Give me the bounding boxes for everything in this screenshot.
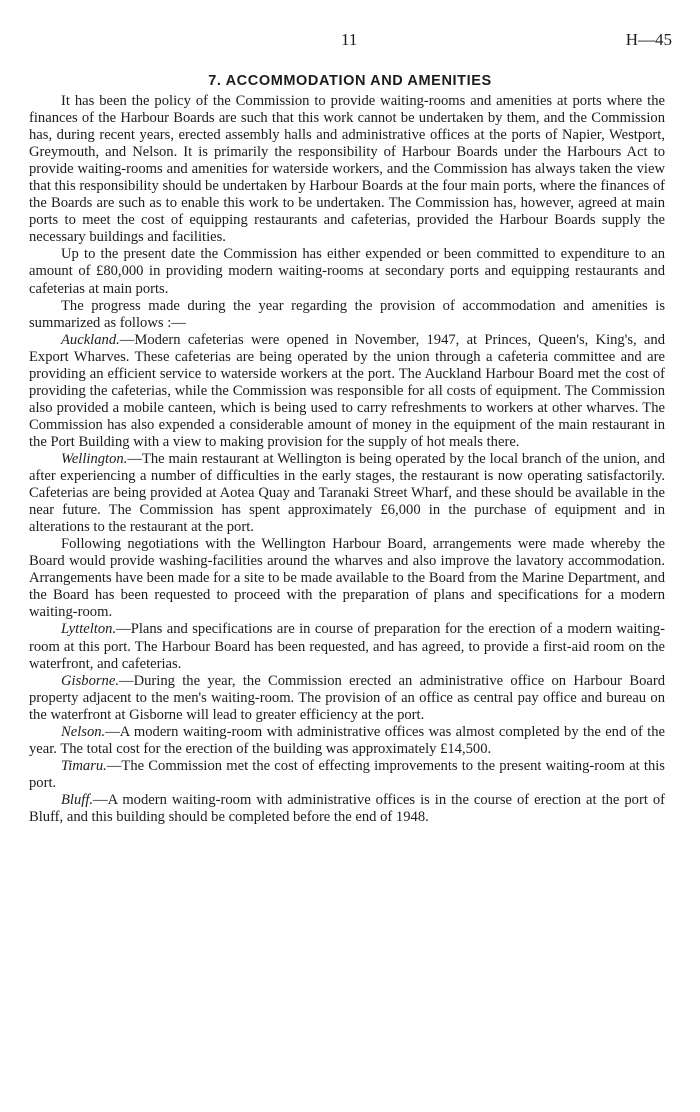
paragraph-wellington-negotiations	[29, 536, 665, 621]
paragraph-nelson	[29, 724, 665, 758]
paragraph-bluff	[29, 792, 665, 826]
paragraph-lead-lyttelton: Lyttelton.	[61, 621, 117, 638]
paragraph-policy	[29, 93, 665, 246]
paragraph-lead-nelson: Nelson.	[61, 723, 106, 740]
section-body	[29, 93, 665, 826]
paragraph-lead-auckland: Auckland.	[61, 331, 120, 348]
paragraph-auckland	[29, 332, 665, 451]
paragraph-expenditure	[29, 246, 665, 297]
paragraph-text: —Plans and specifications are in course of preparation for the erection of a modern waiting-room at this port. The Harbour Board has been requested, and has agreed, to provide a first-aid room on the waterfront, and cafeterias.	[29, 621, 665, 672]
paragraph-text: —A modern waiting-room with administrative offices was almost completed by the end of the year. The total cost for the erection of the building was approximately £14,500.	[29, 723, 665, 757]
paragraph-lead-bluff: Bluff.	[61, 791, 94, 808]
paragraph-text: Up to the present date the Commission has either expended or been committed to expenditure to an amount of £80,000 in providing modern waiting-rooms at secondary ports and equipping restaurants and cafeterias at main ports.	[29, 246, 665, 297]
paragraph-wellington	[29, 451, 665, 536]
paragraph-lead-gisborne: Gisborne.	[61, 672, 119, 689]
paragraph-text: —A modern waiting-room with administrative offices is in the course of erection at the port of Bluff, and this building should be completed before the end of 1948.	[29, 791, 665, 825]
section-title: 7. ACCOMMODATION AND AMENITIES	[208, 73, 492, 89]
paragraph-gisborne	[29, 673, 665, 724]
paragraph-text: It has been the policy of the Commission to provide waiting-rooms and amenities at ports where the finances of the Harbour Boards are such that this work cannot be undertaken by them, and the Commission has, during recent years, erected assembly halls and administrative offices at the ports of Napier, Westport, Greymouth, and Nelson. It is primarily the responsibility of Harbour Boards under the Harbours Act to provide waiting-rooms and amenities for waterside workers, and the Commission has always taken the view that this responsibility should be undertaken by Harbour Boards at the four main ports, where the finances of the Boards are such as to enable this work to be undertaken. The Commission has, however, agreed at main ports to meet the cost of equipping restaurants and cafeterias, provided the Harbour Boards supply the necessary buildings and facilities.	[29, 93, 665, 246]
paragraph-text: —The main restaurant at Wellington is being operated by the local branch of the union, and after experiencing a number of difficulties in the early stages, the restaurant is now operating satisfactorily. Cafeterias are being provided at Aotea Quay and Taranaki Street Wharf, and these should be available in the near future. The Commission has spent approximately £6,000 in the purchase of equipment and in alterations to the restaurant at the port.	[29, 450, 665, 536]
paragraph-timaru	[29, 758, 665, 792]
document-series-number: H—45	[625, 30, 672, 49]
page-header	[0, 30, 700, 54]
paragraph-lyttelton	[29, 621, 665, 672]
paragraph-lead-wellington: Wellington.	[61, 450, 128, 467]
page-number: 11	[341, 30, 358, 49]
paragraph-text: The progress made during the year regarding the provision of accommodation and amenities is summarized as follows :—	[29, 297, 665, 331]
paragraph-text: —During the year, the Commission erected an administrative office on Harbour Board property adjacent to the men's waiting-room. The provision of an office as central pay office and bureau on the waterfront at Gisborne will lead to greater efficiency at the port.	[29, 672, 665, 723]
paragraph-text: —Modern cafeterias were opened in November, 1947, at Princes, Queen's, King's, and Export Wharves. These cafeterias are being operated by the union through a cafeteria committee and are providing an efficient service to waterside workers at the port. The Auckland Harbour Board met the cost of providing the cafeterias, while the Commission was responsible for all costs of equipment. The Commission also provided a mobile canteen, which is being used to carry refreshments to workers at other wharves. The Commission has also expended a considerable amount of money in the equipment of the main restaurant in the Port Building with a view to making provision for the supply of hot meals there.	[29, 331, 665, 450]
paragraph-progress-summary	[29, 298, 665, 332]
paragraph-text: —The Commission met the cost of effecting improvements to the present waiting-room at this port.	[29, 757, 665, 791]
paragraph-lead-timaru: Timaru.	[61, 757, 107, 774]
paragraph-text: Following negotiations with the Wellington Harbour Board, arrangements were made whereby the Board would provide washing-facilities around the wharves and also improve the lavatory accommodation. Arrangements have been made for a site to be made available to the Board from the Marine Department, and the Board has been requested to proceed with the preparation of plans and specifications for a modern waiting-room.	[29, 536, 665, 621]
